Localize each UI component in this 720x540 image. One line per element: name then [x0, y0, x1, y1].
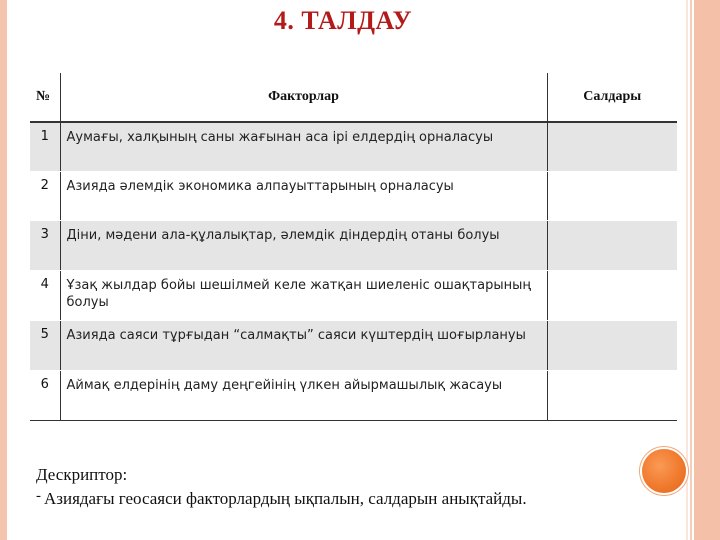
bullet-mark: -	[36, 488, 41, 504]
row-factor: Аумағы, халқының саны жағынан аса ірі елдердің орналасуы	[60, 122, 547, 171]
row-number: 6	[30, 370, 60, 420]
header-results: Салдары	[547, 73, 677, 122]
descriptor-item-text: Азиядағы геосаяси факторлардың ықпалын, салдарын анықтайды.	[44, 489, 527, 508]
row-result	[547, 122, 677, 171]
table-row	[30, 171, 677, 220]
row-factor: Аймақ елдерінің даму деңгейінің үлкен айырмашылық жасауы	[60, 370, 547, 420]
table-row	[30, 320, 677, 370]
table-row	[30, 270, 677, 320]
right-decorative-stripes	[686, 0, 720, 540]
row-result	[547, 320, 677, 370]
factors-table	[30, 73, 677, 421]
left-decorative-border	[0, 0, 7, 540]
row-result	[547, 171, 677, 220]
row-result	[547, 370, 677, 420]
table-row	[30, 122, 677, 171]
row-number: 1	[30, 122, 60, 171]
row-result	[547, 220, 677, 270]
descriptor-item	[36, 487, 527, 511]
row-result	[547, 270, 677, 320]
row-number: 3	[30, 220, 60, 270]
slide-title: 4. ТАЛДАУ	[273, 6, 413, 35]
table-row	[30, 370, 677, 420]
row-factor: Азияда әлемдік экономика алпауыттарының орналасуы	[60, 171, 547, 220]
row-number: 2	[30, 171, 60, 220]
row-factor: Азияда саяси тұрғыдан “салмақты” саяси күштердің шоғырлануы	[60, 320, 547, 370]
descriptor-block	[36, 463, 527, 511]
descriptor-label: Дескриптор:	[36, 465, 128, 484]
table-row	[30, 220, 677, 270]
row-number: 4	[30, 270, 60, 320]
orange-circle-decoration	[642, 449, 686, 493]
table-header-row	[30, 73, 677, 122]
header-factors: Факторлар	[60, 73, 547, 122]
header-number: №	[30, 73, 60, 122]
row-number: 5	[30, 320, 60, 370]
row-factor: Діни, мәдени ала-құлалықтар, әлемдік діндердің отаны болуы	[60, 220, 547, 270]
row-factor: Ұзақ жылдар бойы шешілмей келе жатқан шиеленіс ошақтарының болуы	[60, 270, 547, 320]
